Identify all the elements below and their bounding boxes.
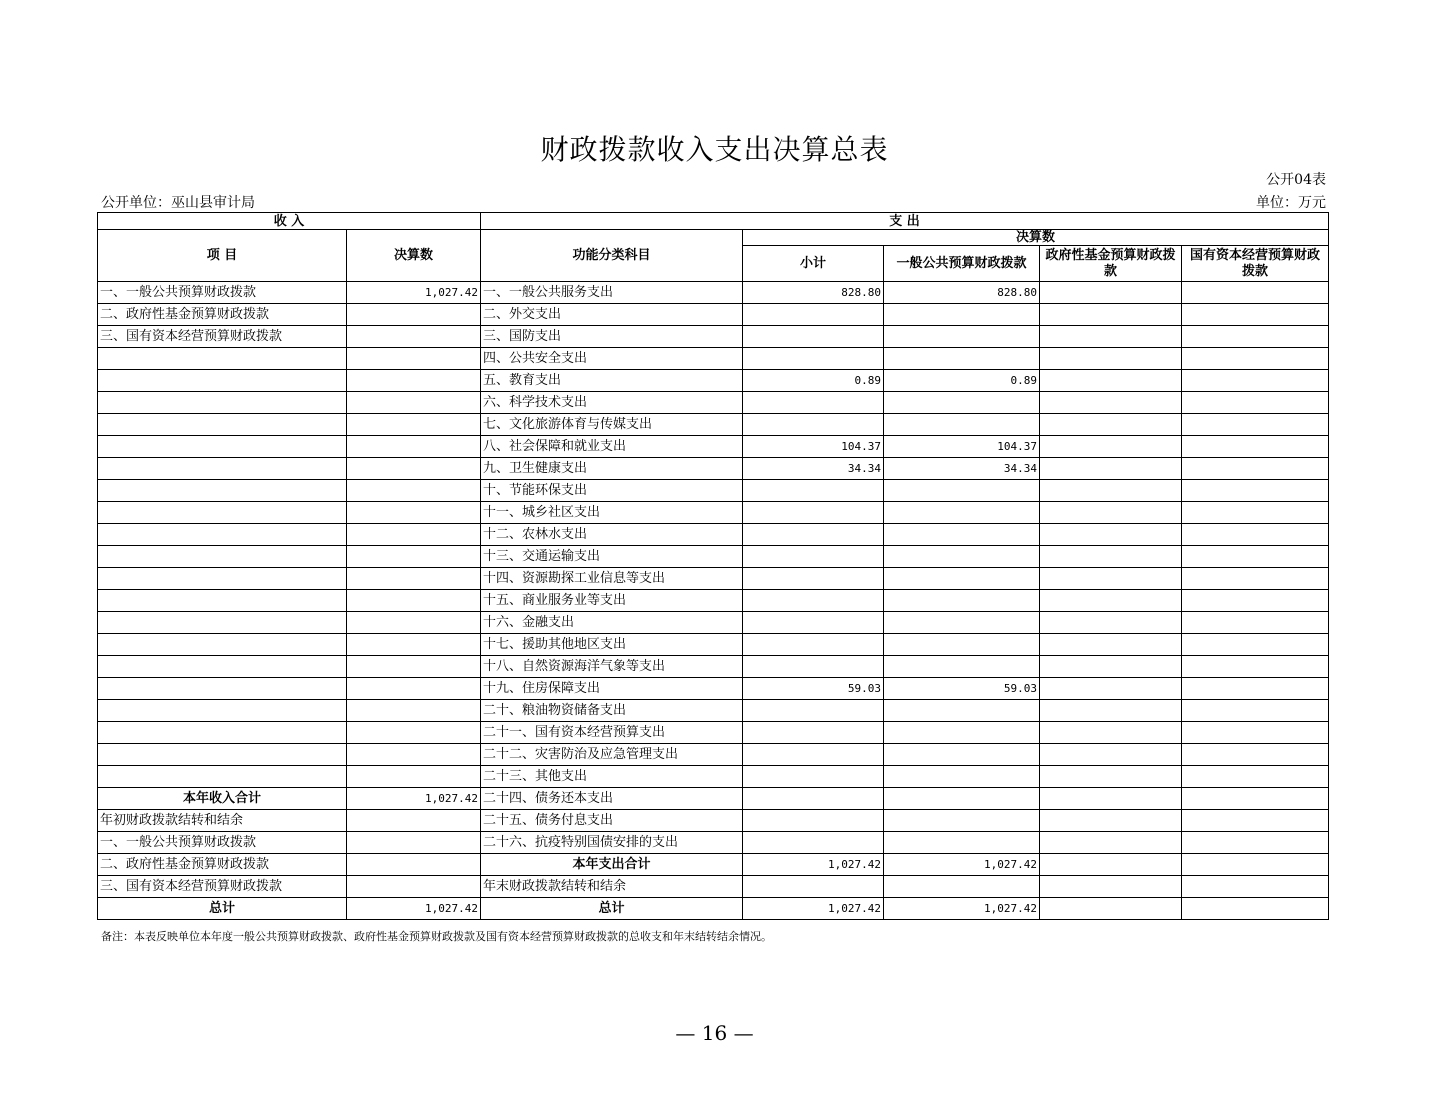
expense-item-cell: 二十五、债务付息支出	[481, 810, 743, 832]
general-budget-cell: 1,027.42	[884, 854, 1040, 876]
state-capital-cell	[1182, 898, 1329, 920]
gov-fund-cell	[1040, 876, 1182, 898]
subtotal-cell	[743, 392, 884, 414]
reporting-unit: 公开单位：巫山县审计局	[101, 195, 255, 211]
table-row	[98, 590, 1329, 612]
state-capital-cell	[1182, 832, 1329, 854]
income-item-cell	[98, 678, 347, 700]
state-capital-cell	[1182, 590, 1329, 612]
table-row	[98, 876, 1329, 898]
state-capital-cell	[1182, 766, 1329, 788]
income-amount-cell: 1,027.42	[347, 282, 481, 304]
state-capital-cell	[1182, 414, 1329, 436]
general-budget-cell	[884, 348, 1040, 370]
income-item-cell	[98, 722, 347, 744]
general-budget-cell	[884, 656, 1040, 678]
gov-fund-cell	[1040, 612, 1182, 634]
subtotal-cell	[743, 722, 884, 744]
general-budget-cell	[884, 722, 1040, 744]
income-item-cell	[98, 414, 347, 436]
expense-item-cell: 年末财政拨款结转和结余	[481, 876, 743, 898]
final-amount-header: 决算数	[743, 230, 1329, 246]
subtotal-cell	[743, 876, 884, 898]
income-amount-cell	[347, 656, 481, 678]
general-budget-cell	[884, 546, 1040, 568]
report-title: 财政拨款收入支出决算总表	[540, 133, 889, 166]
expense-item-cell: 十三、交通运输支出	[481, 546, 743, 568]
general-budget-cell: 0.89	[884, 370, 1040, 392]
table-row	[98, 304, 1329, 326]
subtotal-cell	[743, 744, 884, 766]
general-budget-cell	[884, 480, 1040, 502]
income-item-cell: 一、一般公共预算财政拨款	[98, 832, 347, 854]
general-budget-cell	[884, 788, 1040, 810]
general-budget-cell	[884, 502, 1040, 524]
subtotal-cell	[743, 304, 884, 326]
state-capital-cell	[1182, 876, 1329, 898]
table-row	[98, 656, 1329, 678]
state-capital-cell	[1182, 678, 1329, 700]
income-amount-cell	[347, 502, 481, 524]
expense-item-cell: 十一、城乡社区支出	[481, 502, 743, 524]
income-amount-cell	[347, 304, 481, 326]
income-item-cell	[98, 612, 347, 634]
expense-item-cell: 六、科学技术支出	[481, 392, 743, 414]
general-budget-cell	[884, 326, 1040, 348]
general-budget-cell	[884, 414, 1040, 436]
income-item-cell	[98, 458, 347, 480]
gov-fund-cell	[1040, 832, 1182, 854]
table-row	[98, 546, 1329, 568]
subtotal-cell: 0.89	[743, 370, 884, 392]
income-header: 收 入	[98, 213, 481, 230]
state-capital-cell	[1182, 546, 1329, 568]
income-amount-cell	[347, 876, 481, 898]
subtotal-cell	[743, 656, 884, 678]
state-capital-cell	[1182, 370, 1329, 392]
expense-item-cell: 十四、资源勘探工业信息等支出	[481, 568, 743, 590]
income-amount-cell	[347, 634, 481, 656]
expense-item-cell: 十二、农林水支出	[481, 524, 743, 546]
expense-item-cell: 十九、住房保障支出	[481, 678, 743, 700]
table-row	[98, 414, 1329, 436]
table-row	[98, 348, 1329, 370]
income-item-cell	[98, 700, 347, 722]
state-capital-header: 国有资本经营预算财政拨款	[1182, 246, 1329, 282]
income-amount-cell	[347, 678, 481, 700]
general-budget-cell	[884, 766, 1040, 788]
table-row	[98, 700, 1329, 722]
gov-fund-header: 政府性基金预算财政拨款	[1040, 246, 1182, 282]
subtotal-cell	[743, 612, 884, 634]
income-item-cell	[98, 524, 347, 546]
expense-item-cell: 二十、粮油物资储备支出	[481, 700, 743, 722]
income-item-cell	[98, 744, 347, 766]
expense-item-cell: 二十一、国有资本经营预算支出	[481, 722, 743, 744]
general-budget-cell	[884, 832, 1040, 854]
gov-fund-cell	[1040, 788, 1182, 810]
gov-fund-cell	[1040, 634, 1182, 656]
income-amount-cell	[347, 700, 481, 722]
subtotal-cell	[743, 590, 884, 612]
income-item-cell: 总计	[98, 898, 347, 920]
subtotal-cell: 828.80	[743, 282, 884, 304]
income-item-cell	[98, 370, 347, 392]
income-item-cell	[98, 590, 347, 612]
income-amount-cell	[347, 480, 481, 502]
table-row	[98, 634, 1329, 656]
state-capital-cell	[1182, 524, 1329, 546]
expense-item-cell: 三、国防支出	[481, 326, 743, 348]
state-capital-cell	[1182, 348, 1329, 370]
subtotal-cell	[743, 480, 884, 502]
expense-header: 支 出	[481, 213, 1329, 230]
gov-fund-cell	[1040, 678, 1182, 700]
subtotal-cell	[743, 810, 884, 832]
state-capital-cell	[1182, 810, 1329, 832]
state-capital-cell	[1182, 502, 1329, 524]
table-row	[98, 832, 1329, 854]
state-capital-cell	[1182, 304, 1329, 326]
gov-fund-cell	[1040, 370, 1182, 392]
income-item-cell	[98, 546, 347, 568]
income-amount-cell: 1,027.42	[347, 788, 481, 810]
table-row	[98, 524, 1329, 546]
income-amount-cell	[347, 568, 481, 590]
subtotal-cell	[743, 700, 884, 722]
table-row	[98, 722, 1329, 744]
income-amount-cell	[347, 348, 481, 370]
income-amount-cell	[347, 612, 481, 634]
expense-item-cell: 二、外交支出	[481, 304, 743, 326]
income-amount-cell	[347, 744, 481, 766]
subtotal-cell	[743, 568, 884, 590]
income-amount-cell	[347, 524, 481, 546]
func-subject-header: 功能分类科目	[481, 230, 743, 282]
subtotal-cell: 104.37	[743, 436, 884, 458]
income-amount-cell	[347, 414, 481, 436]
gov-fund-cell	[1040, 744, 1182, 766]
income-item-cell: 三、国有资本经营预算财政拨款	[98, 326, 347, 348]
subtotal-cell: 34.34	[743, 458, 884, 480]
income-item-cell: 二、政府性基金预算财政拨款	[98, 854, 347, 876]
gov-fund-cell	[1040, 304, 1182, 326]
subtotal-cell: 1,027.42	[743, 898, 884, 920]
income-amount-cell: 1,027.42	[347, 898, 481, 920]
general-budget-cell	[884, 524, 1040, 546]
table-row	[98, 370, 1329, 392]
subtotal-cell	[743, 326, 884, 348]
gov-fund-cell	[1040, 810, 1182, 832]
expense-item-cell: 十六、金融支出	[481, 612, 743, 634]
expense-item-cell: 二十二、灾害防治及应急管理支出	[481, 744, 743, 766]
table-row	[98, 480, 1329, 502]
income-item-cell	[98, 766, 347, 788]
general-budget-cell	[884, 590, 1040, 612]
income-amount-cell	[347, 392, 481, 414]
table-row	[98, 326, 1329, 348]
gov-fund-cell	[1040, 326, 1182, 348]
income-amount-cell	[347, 722, 481, 744]
income-amount-cell	[347, 810, 481, 832]
subtotal-cell	[743, 788, 884, 810]
state-capital-cell	[1182, 788, 1329, 810]
gov-fund-cell	[1040, 502, 1182, 524]
income-item-cell	[98, 568, 347, 590]
state-capital-cell	[1182, 700, 1329, 722]
general-budget-cell	[884, 810, 1040, 832]
table-row	[98, 810, 1329, 832]
income-item-cell	[98, 392, 347, 414]
state-capital-cell	[1182, 282, 1329, 304]
general-budget-cell: 34.34	[884, 458, 1040, 480]
state-capital-cell	[1182, 744, 1329, 766]
expense-item-cell: 一、一般公共服务支出	[481, 282, 743, 304]
subtotal-cell	[743, 634, 884, 656]
gov-fund-cell	[1040, 700, 1182, 722]
subtotal-cell: 59.03	[743, 678, 884, 700]
general-budget-cell	[884, 634, 1040, 656]
expense-item-cell: 总计	[481, 898, 743, 920]
income-item-cell	[98, 436, 347, 458]
general-budget-cell	[884, 392, 1040, 414]
state-capital-cell	[1182, 568, 1329, 590]
income-amount-cell	[347, 590, 481, 612]
income-item-cell: 二、政府性基金预算财政拨款	[98, 304, 347, 326]
subtotal-cell	[743, 766, 884, 788]
table-row	[98, 788, 1329, 810]
income-item-cell	[98, 634, 347, 656]
income-amount-cell	[347, 436, 481, 458]
table-row	[98, 282, 1329, 304]
footnote: 备注：本表反映单位本年度一般公共预算财政拨款、政府性基金预算财政拨款及国有资本经营预算财政拨款的总收支和年末结转结余情况。	[101, 930, 772, 943]
table-row	[98, 612, 1329, 634]
income-item-cell	[98, 502, 347, 524]
income-amount-cell	[347, 370, 481, 392]
gov-fund-cell	[1040, 480, 1182, 502]
income-amount-cell	[347, 458, 481, 480]
table-row	[98, 392, 1329, 414]
expense-item-cell: 十七、援助其他地区支出	[481, 634, 743, 656]
expense-item-cell: 八、社会保障和就业支出	[481, 436, 743, 458]
gov-fund-cell	[1040, 458, 1182, 480]
table-row	[98, 678, 1329, 700]
general-budget-cell	[884, 876, 1040, 898]
state-capital-cell	[1182, 634, 1329, 656]
state-capital-cell	[1182, 480, 1329, 502]
income-amount-cell	[347, 546, 481, 568]
table-row	[98, 766, 1329, 788]
state-capital-cell	[1182, 854, 1329, 876]
income-amount-cell	[347, 326, 481, 348]
subtotal-cell	[743, 348, 884, 370]
income-amount-cell	[347, 854, 481, 876]
expense-item-cell: 本年支出合计	[481, 854, 743, 876]
subtotal-cell	[743, 524, 884, 546]
gov-fund-cell	[1040, 722, 1182, 744]
expense-item-cell: 十八、自然资源海洋气象等支出	[481, 656, 743, 678]
general-budget-cell: 104.37	[884, 436, 1040, 458]
state-capital-cell	[1182, 458, 1329, 480]
table-row	[98, 568, 1329, 590]
general-budget-cell	[884, 568, 1040, 590]
expense-item-cell: 二十六、抗疫特别国债安排的支出	[481, 832, 743, 854]
state-capital-cell	[1182, 656, 1329, 678]
general-budget-cell	[884, 700, 1040, 722]
expense-item-cell: 九、卫生健康支出	[481, 458, 743, 480]
table-row	[98, 898, 1329, 920]
table-row	[98, 502, 1329, 524]
general-budget-cell: 828.80	[884, 282, 1040, 304]
gov-fund-cell	[1040, 282, 1182, 304]
subtotal-header: 小计	[743, 246, 884, 282]
state-capital-cell	[1182, 436, 1329, 458]
fiscal-appropriation-table	[97, 212, 1329, 920]
state-capital-cell	[1182, 722, 1329, 744]
table-row	[98, 744, 1329, 766]
currency-unit: 单位：万元	[1256, 195, 1326, 211]
amount-header: 决算数	[347, 230, 481, 282]
table-row	[98, 854, 1329, 876]
general-budget-cell	[884, 744, 1040, 766]
subtotal-cell	[743, 546, 884, 568]
expense-item-cell: 二十三、其他支出	[481, 766, 743, 788]
gov-fund-cell	[1040, 656, 1182, 678]
gov-fund-cell	[1040, 436, 1182, 458]
income-item-cell: 本年收入合计	[98, 788, 347, 810]
gov-fund-cell	[1040, 590, 1182, 612]
expense-item-cell: 十、节能环保支出	[481, 480, 743, 502]
general-budget-cell	[884, 612, 1040, 634]
expense-item-cell: 四、公共安全支出	[481, 348, 743, 370]
expense-item-cell: 二十四、债务还本支出	[481, 788, 743, 810]
subtotal-cell	[743, 414, 884, 436]
income-item-cell	[98, 656, 347, 678]
gov-fund-cell	[1040, 766, 1182, 788]
gov-fund-cell	[1040, 524, 1182, 546]
gov-fund-cell	[1040, 546, 1182, 568]
expense-item-cell: 七、文化旅游体育与传媒支出	[481, 414, 743, 436]
general-budget-header: 一般公共预算财政拨款	[884, 246, 1040, 282]
form-number: 公开04表	[1266, 172, 1326, 188]
gov-fund-cell	[1040, 854, 1182, 876]
gov-fund-cell	[1040, 348, 1182, 370]
income-amount-cell	[347, 766, 481, 788]
gov-fund-cell	[1040, 392, 1182, 414]
subtotal-cell: 1,027.42	[743, 854, 884, 876]
gov-fund-cell	[1040, 414, 1182, 436]
table-row	[98, 458, 1329, 480]
subtotal-cell	[743, 832, 884, 854]
income-item-cell	[98, 480, 347, 502]
page-number: — 16 —	[675, 1021, 754, 1045]
general-budget-cell	[884, 304, 1040, 326]
table-row	[98, 436, 1329, 458]
gov-fund-cell	[1040, 568, 1182, 590]
subtotal-cell	[743, 502, 884, 524]
income-item-cell: 年初财政拨款结转和结余	[98, 810, 347, 832]
income-item-cell	[98, 348, 347, 370]
income-amount-cell	[347, 832, 481, 854]
state-capital-cell	[1182, 612, 1329, 634]
expense-item-cell: 十五、商业服务业等支出	[481, 590, 743, 612]
income-item-cell: 三、国有资本经营预算财政拨款	[98, 876, 347, 898]
general-budget-cell: 59.03	[884, 678, 1040, 700]
state-capital-cell	[1182, 392, 1329, 414]
item-header: 项 目	[98, 230, 347, 282]
general-budget-cell: 1,027.42	[884, 898, 1040, 920]
state-capital-cell	[1182, 326, 1329, 348]
expense-item-cell: 五、教育支出	[481, 370, 743, 392]
income-item-cell: 一、一般公共预算财政拨款	[98, 282, 347, 304]
gov-fund-cell	[1040, 898, 1182, 920]
